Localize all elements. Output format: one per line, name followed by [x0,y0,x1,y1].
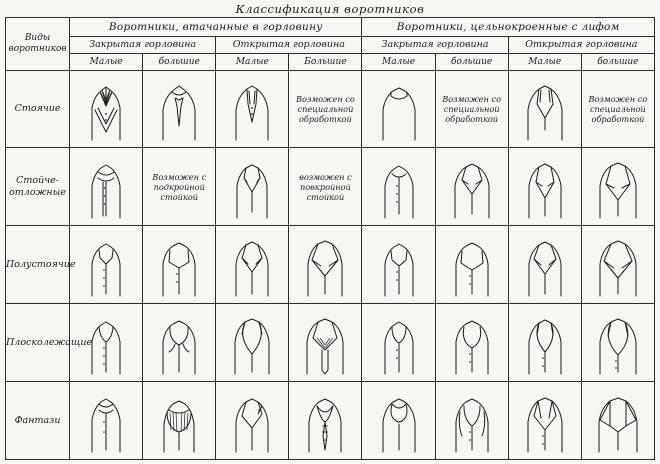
header-sub-open-cutin: Открытая горловина [508,36,654,54]
collar-cell [508,226,581,304]
header-sub-open-inset: Открытая горловина [216,36,362,54]
collar-cell [216,382,289,460]
header-size-0: Малые [70,54,143,70]
collar-cell [216,148,289,226]
table-row [6,70,655,148]
collar-cell [216,226,289,304]
collar-cell [581,382,654,460]
collar-cell [581,148,654,226]
page-title: Классификация воротников [235,2,425,16]
header-size-3: Большие [289,54,362,70]
table-row [6,304,655,382]
collar-cell [362,70,435,148]
header-group-cutin: Воротники, цельнокроенные с лифом [362,18,655,37]
collar-cell [435,148,508,226]
collar-cell [581,304,654,382]
collar-cell [508,70,581,148]
collar-cell [143,70,216,148]
table-row [6,226,655,304]
collar-cell [289,304,362,382]
collar-cell [362,148,435,226]
row-header-label: Стойче-отложные [6,148,70,226]
collar-cell [581,226,654,304]
header-size-1: большие [143,54,216,70]
table-row [6,148,655,226]
collar-classification-table [5,17,655,460]
collar-cell [216,304,289,382]
collar-cell [216,70,289,148]
collar-cell [70,70,143,148]
row-header-label: Фантази [6,382,70,460]
table-row [6,382,655,460]
collar-cell [362,304,435,382]
collar-cell [70,148,143,226]
header-size-5: большие [435,54,508,70]
header-sub-closed-cutin: Закрытая горловина [362,36,508,54]
header-size-7: большие [581,54,654,70]
header-size-4: Малые [362,54,435,70]
header-size-6: Малые [508,54,581,70]
collar-cell [70,226,143,304]
collar-cell [508,148,581,226]
collar-cell [143,226,216,304]
collar-cell [508,304,581,382]
collar-cell [70,382,143,460]
row-header-label: Стоячие [6,70,70,148]
collar-cell [435,226,508,304]
row-header-label: Полустоячие [6,226,70,304]
header-sub-closed-inset: Закрытая горловина [70,36,216,54]
collar-cell [508,382,581,460]
note-text: возможен с повкройной стойкой [289,148,362,226]
table-corner-label [6,18,70,71]
collar-cell [70,304,143,382]
note-text: Возможен со специальной обработкой [581,70,654,148]
note-text: Возможен со специальной обработкой [435,70,508,148]
collar-cell [143,382,216,460]
row-header-label: Плосколежащие [6,304,70,382]
collar-cell [289,226,362,304]
collar-cell [143,304,216,382]
collar-cell [362,382,435,460]
corner-label-line2: воротников [8,43,67,54]
collar-cell [289,382,362,460]
collar-cell [435,304,508,382]
collar-cell [435,382,508,460]
header-group-inset: Воротники, втачанные в горловину [70,18,362,37]
note-text: Возможен со специальной обработкой [289,70,362,148]
note-text: Возможен с подкройной стойкой [143,148,216,226]
collar-cell [362,226,435,304]
corner-label-line1: Виды [24,32,51,43]
header-size-2: Малые [216,54,289,70]
